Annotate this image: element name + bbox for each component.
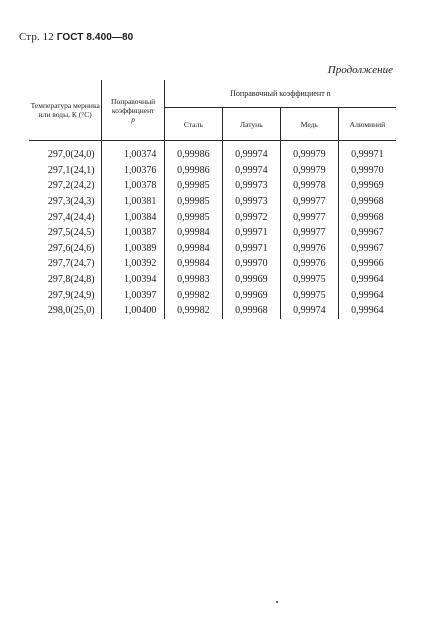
cell-p: 1,00387 bbox=[102, 225, 164, 241]
cell-copper: 0,99979 bbox=[280, 163, 338, 179]
table-body bbox=[29, 141, 396, 319]
cell-aluminium: 0,99964 bbox=[351, 289, 384, 301]
cell-steel: 0,99985 bbox=[164, 194, 222, 210]
cell-brass: 0,99971 bbox=[222, 241, 280, 257]
cell-steel: 0,99984 bbox=[164, 241, 222, 257]
cell-temperature: 297,5(24,5) bbox=[29, 225, 102, 241]
cell-brass: 0,99968 bbox=[222, 303, 280, 319]
cell-p: 1,00397 bbox=[102, 287, 164, 303]
cell-aluminium: 0,99964 bbox=[351, 305, 384, 317]
header-p-line3: p bbox=[131, 114, 135, 124]
cell-brass: 0,99970 bbox=[222, 256, 280, 272]
cell-p: 1,00392 bbox=[102, 256, 164, 272]
cell-steel: 0,99985 bbox=[164, 178, 222, 194]
cell-brass: 0,99969 bbox=[222, 287, 280, 303]
cell-temperature: 297,7(24,7) bbox=[29, 256, 102, 272]
cell-steel: 0,99982 bbox=[164, 287, 222, 303]
cell-brass: 0,99972 bbox=[222, 209, 280, 225]
cell-steel: 0,99983 bbox=[164, 272, 222, 288]
cell-aluminium: 0,99964 bbox=[351, 274, 384, 286]
cell-brass: 0,99974 bbox=[222, 163, 280, 179]
cell-p: 1,00376 bbox=[102, 163, 164, 179]
cell-brass: 0,99973 bbox=[222, 194, 280, 210]
table-row bbox=[29, 178, 396, 194]
cell-brass: 0,99973 bbox=[222, 178, 280, 194]
cell-p: 1,00384 bbox=[102, 209, 164, 225]
cell-p: 1,00378 bbox=[102, 178, 164, 194]
scan-speck bbox=[276, 601, 278, 603]
cell-temperature: 297,4(24,4) bbox=[29, 209, 102, 225]
cell-aluminium: 0,99967 bbox=[351, 227, 384, 239]
header-metal-steel: Сталь bbox=[164, 108, 222, 141]
cell-p: 1,00381 bbox=[102, 194, 164, 210]
table-row bbox=[29, 256, 396, 272]
cell-aluminium: 0,99969 bbox=[351, 180, 384, 192]
page-header bbox=[19, 31, 133, 43]
header-p-line1: Поправочный bbox=[111, 96, 156, 106]
cell-steel: 0,99984 bbox=[164, 225, 222, 241]
table-row bbox=[29, 194, 396, 210]
continuation-label: Продолжение bbox=[327, 64, 393, 76]
cell-temperature: 298,0(25,0) bbox=[29, 303, 102, 319]
table-row bbox=[29, 272, 396, 288]
cell-steel: 0,99986 bbox=[164, 141, 222, 163]
header-metal-brass: Латунь bbox=[222, 108, 280, 141]
header-temperature: Температура мерника или воды, К (°С) bbox=[29, 80, 102, 141]
cell-aluminium: 0,99967 bbox=[351, 242, 384, 254]
cell-p: 1,00374 bbox=[102, 141, 164, 163]
cell-temperature: 297,1(24,1) bbox=[29, 163, 102, 179]
cell-steel: 0,99985 bbox=[164, 209, 222, 225]
cell-temperature: 297,9(24,9) bbox=[29, 287, 102, 303]
cell-temperature: 297,8(24,8) bbox=[29, 272, 102, 288]
cell-copper: 0,99976 bbox=[280, 256, 338, 272]
table-row bbox=[29, 241, 396, 257]
cell-copper: 0,99977 bbox=[280, 209, 338, 225]
cell-brass: 0,99971 bbox=[222, 225, 280, 241]
cell-copper: 0,99977 bbox=[280, 225, 338, 241]
table-row bbox=[29, 225, 396, 241]
table-row bbox=[29, 303, 396, 319]
table-row bbox=[29, 163, 396, 179]
cell-copper: 0,99974 bbox=[280, 303, 338, 319]
cell-steel: 0,99986 bbox=[164, 163, 222, 179]
header-metal-copper: Медь bbox=[280, 108, 338, 141]
correction-table bbox=[29, 80, 396, 319]
cell-brass: 0,99974 bbox=[222, 141, 280, 163]
cell-brass: 0,99969 bbox=[222, 272, 280, 288]
cell-p: 1,00400 bbox=[102, 303, 164, 319]
cell-temperature: 297,3(24,3) bbox=[29, 194, 102, 210]
cell-temperature: 297,2(24,2) bbox=[29, 178, 102, 194]
table-row bbox=[29, 141, 396, 163]
cell-steel: 0,99982 bbox=[164, 303, 222, 319]
cell-copper: 0,99976 bbox=[280, 241, 338, 257]
cell-copper: 0,99975 bbox=[280, 272, 338, 288]
cell-aluminium: 0,99968 bbox=[351, 196, 384, 208]
page-number-label: Стр. 12 bbox=[19, 31, 54, 43]
cell-temperature: 297,0(24,0) bbox=[29, 141, 102, 163]
cell-aluminium: 0,99971 bbox=[351, 149, 384, 161]
cell-temperature: 297,6(24,6) bbox=[29, 241, 102, 257]
table-row bbox=[29, 287, 396, 303]
cell-aluminium: 0,99968 bbox=[351, 211, 384, 223]
cell-copper: 0,99979 bbox=[280, 141, 338, 163]
cell-p: 1,00394 bbox=[102, 272, 164, 288]
cell-aluminium: 0,99966 bbox=[351, 258, 384, 270]
header-metal-aluminium: Алюминий bbox=[338, 108, 396, 141]
standard-code: ГОСТ 8.400—80 bbox=[56, 32, 134, 43]
cell-p: 1,00389 bbox=[102, 241, 164, 257]
header-n-coefficient: Поправочный коэффициент n bbox=[164, 80, 396, 108]
cell-aluminium: 0,99970 bbox=[351, 164, 384, 176]
cell-steel: 0,99984 bbox=[164, 256, 222, 272]
cell-copper: 0,99975 bbox=[280, 287, 338, 303]
header-p-coefficient bbox=[102, 80, 164, 141]
header-p-line2: коэффициент bbox=[111, 105, 155, 115]
table-row bbox=[29, 209, 396, 225]
cell-copper: 0,99978 bbox=[280, 178, 338, 194]
cell-copper: 0,99977 bbox=[280, 194, 338, 210]
